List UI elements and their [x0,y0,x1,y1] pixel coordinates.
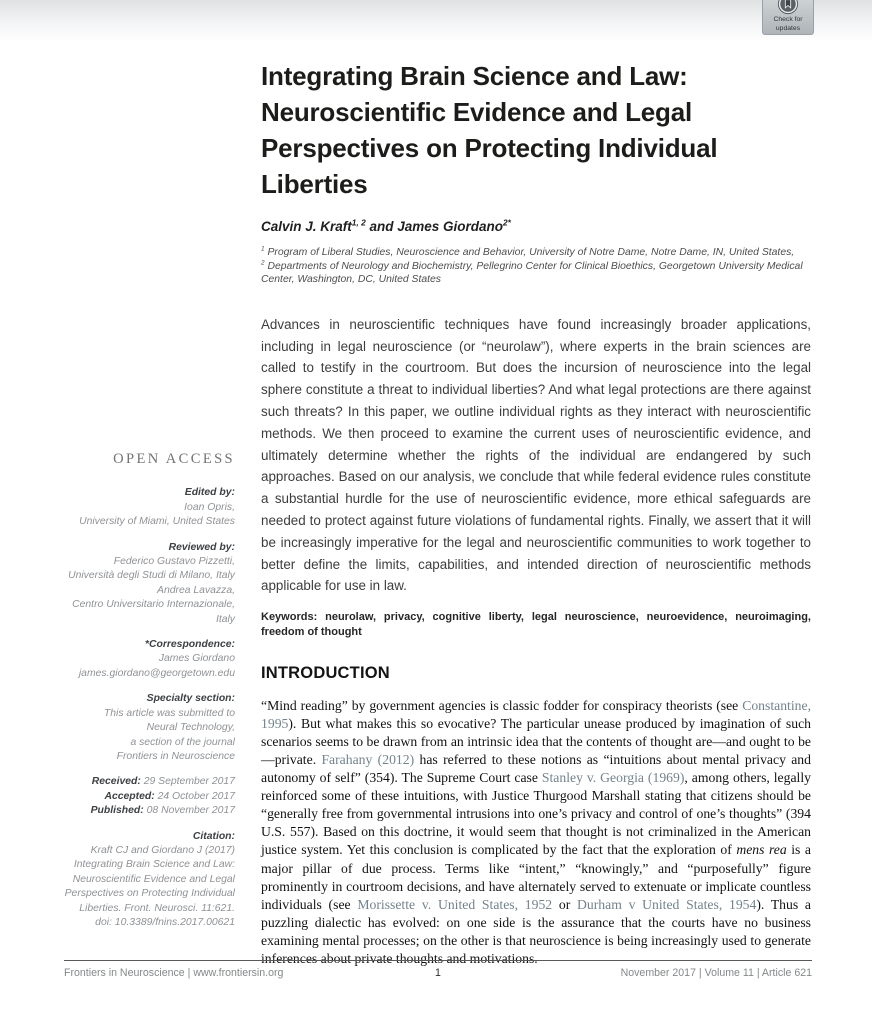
superscript-marker: 1, 2 [351,217,366,228]
open-access-label: OPEN ACCESS [113,451,235,467]
sidebar-line: Centro Universitario Internazionale, [72,599,235,611]
correspondence-email[interactable]: james.giordano@georgetown.edu [78,667,235,679]
sidebar-line: Italy [215,613,235,625]
sidebar-line: a section of the journal [130,736,235,748]
sidebar-line: Integrating Brain Science and Law: [73,859,235,871]
sidebar-line: Federico Gustavo Pizzetti, [113,556,235,568]
article-abstract: Advances in neuroscientific techniques have found increasingly broader applications, including in legal neuroscience (or “neurolaw”), where experts in the brain sciences are called to testify in the courtroom. But does the incursion of neuroscience into the legal sphere constitute a threat to individual liberties? And what legal protections are there against such threats? In this paper, we outline individual rights as they interact with neuroscientific methods. We then proceed to examine the current uses of neuroscientific evidence, and ultimately determine whether the rights of the individual are endangered by such approaches. Based on our analysis, we conclude that while federal evidence rules constitute a substantial hurdle for the use of neuroscientific evidence, more ethical safeguards are needed to protect against future violations of fundamental rights. Finally, we assert that it will be increasingly imperative for the legal and neuroscientific communities to work together to better define the limits, capabilities, and intended direction of neuroscientific methods applicable for use in law. [261,316,811,594]
text-run: Calvin J. Kraft [261,219,352,234]
sidebar-block [40,638,235,681]
text-run: has referred to these notions as “intuitions about mental privacy and autonomy of self” (354). The Supreme Court case [261,752,811,786]
title-line: Integrating Brain Science and Law: [261,61,688,91]
superscript-marker: 2* [503,217,511,228]
sidebar-line: Received: 29 September 2017 [91,776,235,788]
text-run: , among others, legally reinforced some of these intuitions, with Justice Thurgood Marshall stating that citizens should be “generally free from governmental intrusions into one’s privacy and control of one’s thoughts” (394 U.S. 557). Based on this doctrine, it would seem that thought is not criminalized in the American justice system. Yet this conclusion is complicated by the fact that the exploration of [261,770,811,858]
sidebar-line: Neuroscientific Evidence and Legal [72,873,235,885]
title-line: Perspectives on Protecting Individual [261,133,718,163]
text-run: and James Giordano [365,219,504,234]
introduction-paragraph [261,697,811,968]
page-number: 1 [435,967,441,979]
citation-link[interactable]: Constantine, 1995 [261,697,811,731]
text-run: Departments of Neurology and Biochemistry, Pellegrino Center for Clinical Bioethics, Georgetown University Medical Center, Washington, DC, United States [261,260,803,286]
sidebar-line: Università degli Studi di Milano, Italy [68,570,235,582]
sidebar-line: Liberties. Front. Neurosci. 11:621. [79,902,235,914]
sidebar-line: Perspectives on Protecting Individual [64,888,235,900]
sidebar-block [40,830,235,931]
citation-link[interactable]: Stanley v. Georgia (1969) [541,770,685,786]
sidebar-line: Neural Technology, [146,722,235,734]
introduction-heading: INTRODUCTION [261,663,390,682]
text-run: or [552,896,577,912]
sidebar-line: Reviewed by: [168,541,235,553]
text-run: Program of Liberal Studies, Neuroscience and Behavior, University of Notre Dame, Notre Dame, IN, United States, [264,247,795,258]
sidebar-block [40,775,235,818]
sidebar-line: University of Miami, United States [79,516,235,528]
sidebar-line: Kraft CJ and Giordano J (2017) [90,844,235,856]
sidebar-line: Published: 08 November 2017 [90,805,235,817]
superscript-marker: 2 [261,259,265,267]
sidebar-line: *Correspondence: [144,639,235,651]
superscript-marker: 1 [261,245,265,253]
sidebar-line: Accepted: 24 October 2017 [104,790,235,802]
title-line: Neuroscientific Evidence and Legal [261,97,692,127]
text-run: ). Thus a puzzling dialectic has evolved: on one side is the assurance that the courts have no business examining mental processes; on the other is that neuroscience is being increasingly used to generate inferences about private thoughts and motivations. [261,896,811,967]
sidebar-line: This article was submitted to [103,707,235,719]
citation-link[interactable]: Morissette v. United States, 1952 [357,896,553,912]
sidebar-line: Specialty section: [146,693,235,705]
footer-journal-link[interactable]: Frontiers in Neuroscience | www.frontiersin.org [64,967,284,979]
article-title [261,58,811,202]
text-run: ). But what makes this so evocative? The particular unease produced by imagination of such scenarios seems to be drawn from an intrinsic idea that the contents of thought are—and ought to be—private. [261,715,811,768]
citation-link[interactable]: Farahany (2012) [321,752,415,768]
sidebar-line: Citation: [192,830,235,842]
sidebar-line: Frontiers in Neuroscience [116,750,235,762]
article-keywords: Keywords: neurolaw, privacy, cognitive liberty, legal neuroscience, neuroevidence, neuroimaging, freedom of thought [261,611,811,638]
doi-link[interactable]: doi: 10.3389/fnins.2017.00621 [95,916,235,928]
sidebar-line: Ioan Opris, [184,501,235,513]
sidebar-block [40,692,235,764]
title-line: Liberties [261,169,368,199]
italic-term: mens rea [736,842,787,858]
footer-issue-info: November 2017 | Volume 11 | Article 621 [620,967,812,979]
check-for-updates-badge[interactable] [762,0,814,35]
sidebar-block [40,541,235,627]
text-run: “Mind reading” by government agencies is classic fodder for conspiracy theorists (see [261,697,743,713]
sidebar-line: Andrea Lavazza, [157,584,235,596]
sidebar-line: Edited by: [184,487,235,499]
article-sidebar [40,452,235,941]
sidebar-block [40,486,235,529]
sidebar-blocks [40,486,235,930]
page-footer [64,960,812,979]
article-affiliations [261,246,811,287]
text-run: is a major pillar of due process. Terms like “intent,” “knowingly,” and “purposefully” figure prominently in courtroom decisions, and have alternately served to extenuate or implicate countless individuals (see [261,842,811,912]
citation-link[interactable]: Durham v United States, 1954 [577,896,757,912]
crossmark-bookmark-icon [777,0,799,15]
badge-label-line2: updates [775,24,801,32]
page-top-shade [0,0,872,42]
article-authors [261,219,811,234]
article-main-column [261,58,811,968]
badge-label-line1: Check for [773,16,803,23]
sidebar-line: James Giordano [158,653,235,665]
